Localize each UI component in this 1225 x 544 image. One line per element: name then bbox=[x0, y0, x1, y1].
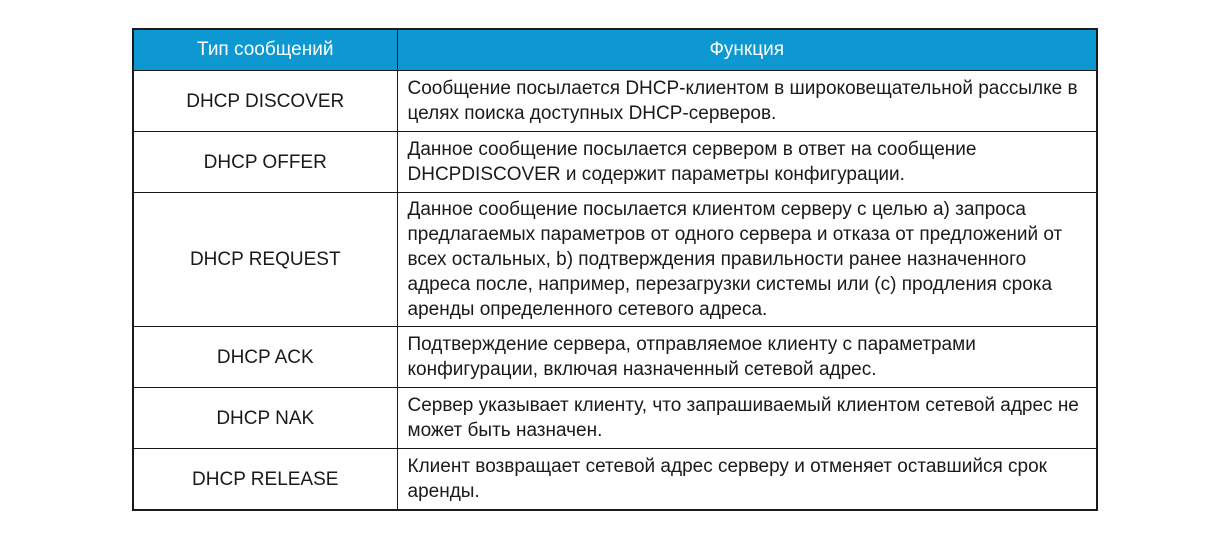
message-type-cell: DHCP ACK bbox=[133, 327, 397, 388]
message-function-cell: Сервер указывает клиенту, что запрашиваемый клиентом сетевой адрес не может быть назначен. bbox=[397, 388, 1097, 449]
message-type-cell: DHCP NAK bbox=[133, 388, 397, 449]
table-row bbox=[133, 449, 1097, 511]
message-type-cell: DHCP REQUEST bbox=[133, 193, 397, 327]
table-row bbox=[133, 193, 1097, 327]
header-function: Функция bbox=[397, 29, 1097, 71]
table-row bbox=[133, 327, 1097, 388]
header-row bbox=[133, 29, 1097, 71]
message-type-cell: DHCP RELEASE bbox=[133, 449, 397, 511]
table-row bbox=[133, 71, 1097, 132]
message-type-cell: DHCP DISCOVER bbox=[133, 71, 397, 132]
message-function-cell: Данное сообщение посылается клиентом серверу с целью a) запроса предлагаемых параметров от одного сервера и отказа от предложений от всех остальных, b) подтверждения правильности ранее назначенного адреса после, например, перезагрузки системы или (c) продления срока аренды определенного сетевого адреса. bbox=[397, 193, 1097, 327]
dhcp-message-table bbox=[132, 28, 1098, 511]
message-function-cell: Подтверждение сервера, отправляемое клиенту с параметрами конфигурации, включая назначенный сетевой адрес. bbox=[397, 327, 1097, 388]
message-function-cell: Данное сообщение посылается сервером в ответ на сообщение DHCPDISCOVER и содержит параметры конфигурации. bbox=[397, 132, 1097, 193]
message-function-cell: Сообщение посылается DHCP-клиентом в широковещательной рассылке в целях поиска доступных DHCP-серверов. bbox=[397, 71, 1097, 132]
table-row bbox=[133, 388, 1097, 449]
header-type: Тип сообщений bbox=[133, 29, 397, 71]
message-type-cell: DHCP OFFER bbox=[133, 132, 397, 193]
table-row bbox=[133, 132, 1097, 193]
message-function-cell: Клиент возвращает сетевой адрес серверу и отменяет оставшийся срок аренды. bbox=[397, 449, 1097, 511]
